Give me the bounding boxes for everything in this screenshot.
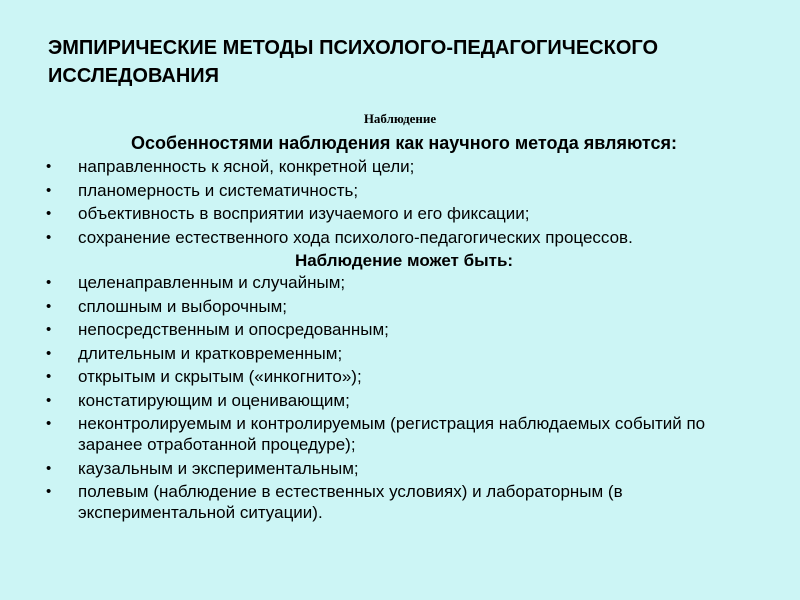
list-item-text: сохранение естественного хода психолого-педагогических процессов. <box>78 227 633 247</box>
bullet-icon: • <box>46 368 52 385</box>
list-item-text: направленность к ясной, конкретной цели; <box>78 157 415 176</box>
slide-title: ЭМПИРИЧЕСКИЕ МЕТОДЫ ПСИХОЛОГО-ПЕДАГОГИЧЕСКОГО ИССЛЕДОВАНИЯ <box>48 37 658 87</box>
features-heading: Особенностями наблюдения как научного метода являются: <box>131 133 677 153</box>
features-list <box>44 156 764 248</box>
bullet-icon: • <box>46 391 52 409</box>
list-item <box>44 390 764 411</box>
bullet-icon: • <box>46 344 52 362</box>
list-item <box>44 180 764 201</box>
list-item-text: констатирующим и оценивающим; <box>78 390 350 410</box>
list-item <box>44 227 764 248</box>
list-item-text: неконтролируемым и контролируемым (регистрация наблюдаемых событий по заранее отработанной процедуре); <box>78 414 706 454</box>
list-item-text: планомерность и систематичность; <box>78 180 359 200</box>
bullet-icon: • <box>46 181 52 199</box>
bullet-icon: • <box>46 297 52 315</box>
list-item-text: каузальным и экспериментальным; <box>78 458 359 478</box>
bullet-icon: • <box>46 459 52 477</box>
list-item <box>44 272 764 293</box>
bullet-icon: • <box>46 321 52 338</box>
list-item-text: непосредственным и опосредованным; <box>78 320 389 339</box>
types-list <box>44 272 764 523</box>
list-item <box>44 319 764 340</box>
list-item-text: целенаправленным и случайным; <box>78 273 346 292</box>
list-item <box>44 203 764 224</box>
slide-content <box>44 130 764 526</box>
bullet-icon: • <box>46 483 52 500</box>
bullet-icon: • <box>46 228 52 246</box>
list-item-text: полевым (наблюдение в естественных условиях) и лабораторным (в экспериментальной ситуации). <box>78 482 623 522</box>
list-item <box>44 413 764 455</box>
list-item-text: объективность в восприятии изучаемого и его фиксации; <box>78 204 530 223</box>
list-item <box>44 481 764 523</box>
list-item <box>44 458 764 479</box>
types-heading: Наблюдение может быть: <box>294 251 514 270</box>
bullet-icon: • <box>46 158 52 175</box>
slide-subtitle: Наблюдение <box>363 111 437 126</box>
list-item-text: открытым и скрытым («инкогнито»); <box>78 367 362 386</box>
bullet-icon: • <box>46 205 52 222</box>
list-item <box>44 366 764 387</box>
list-item <box>44 296 764 317</box>
list-item-text: сплошным и выборочным; <box>78 296 287 316</box>
bullet-icon: • <box>46 274 52 291</box>
bullet-icon: • <box>46 415 52 432</box>
list-item-text: длительным и кратковременным; <box>78 343 343 363</box>
list-item <box>44 343 764 364</box>
list-item <box>44 156 764 177</box>
